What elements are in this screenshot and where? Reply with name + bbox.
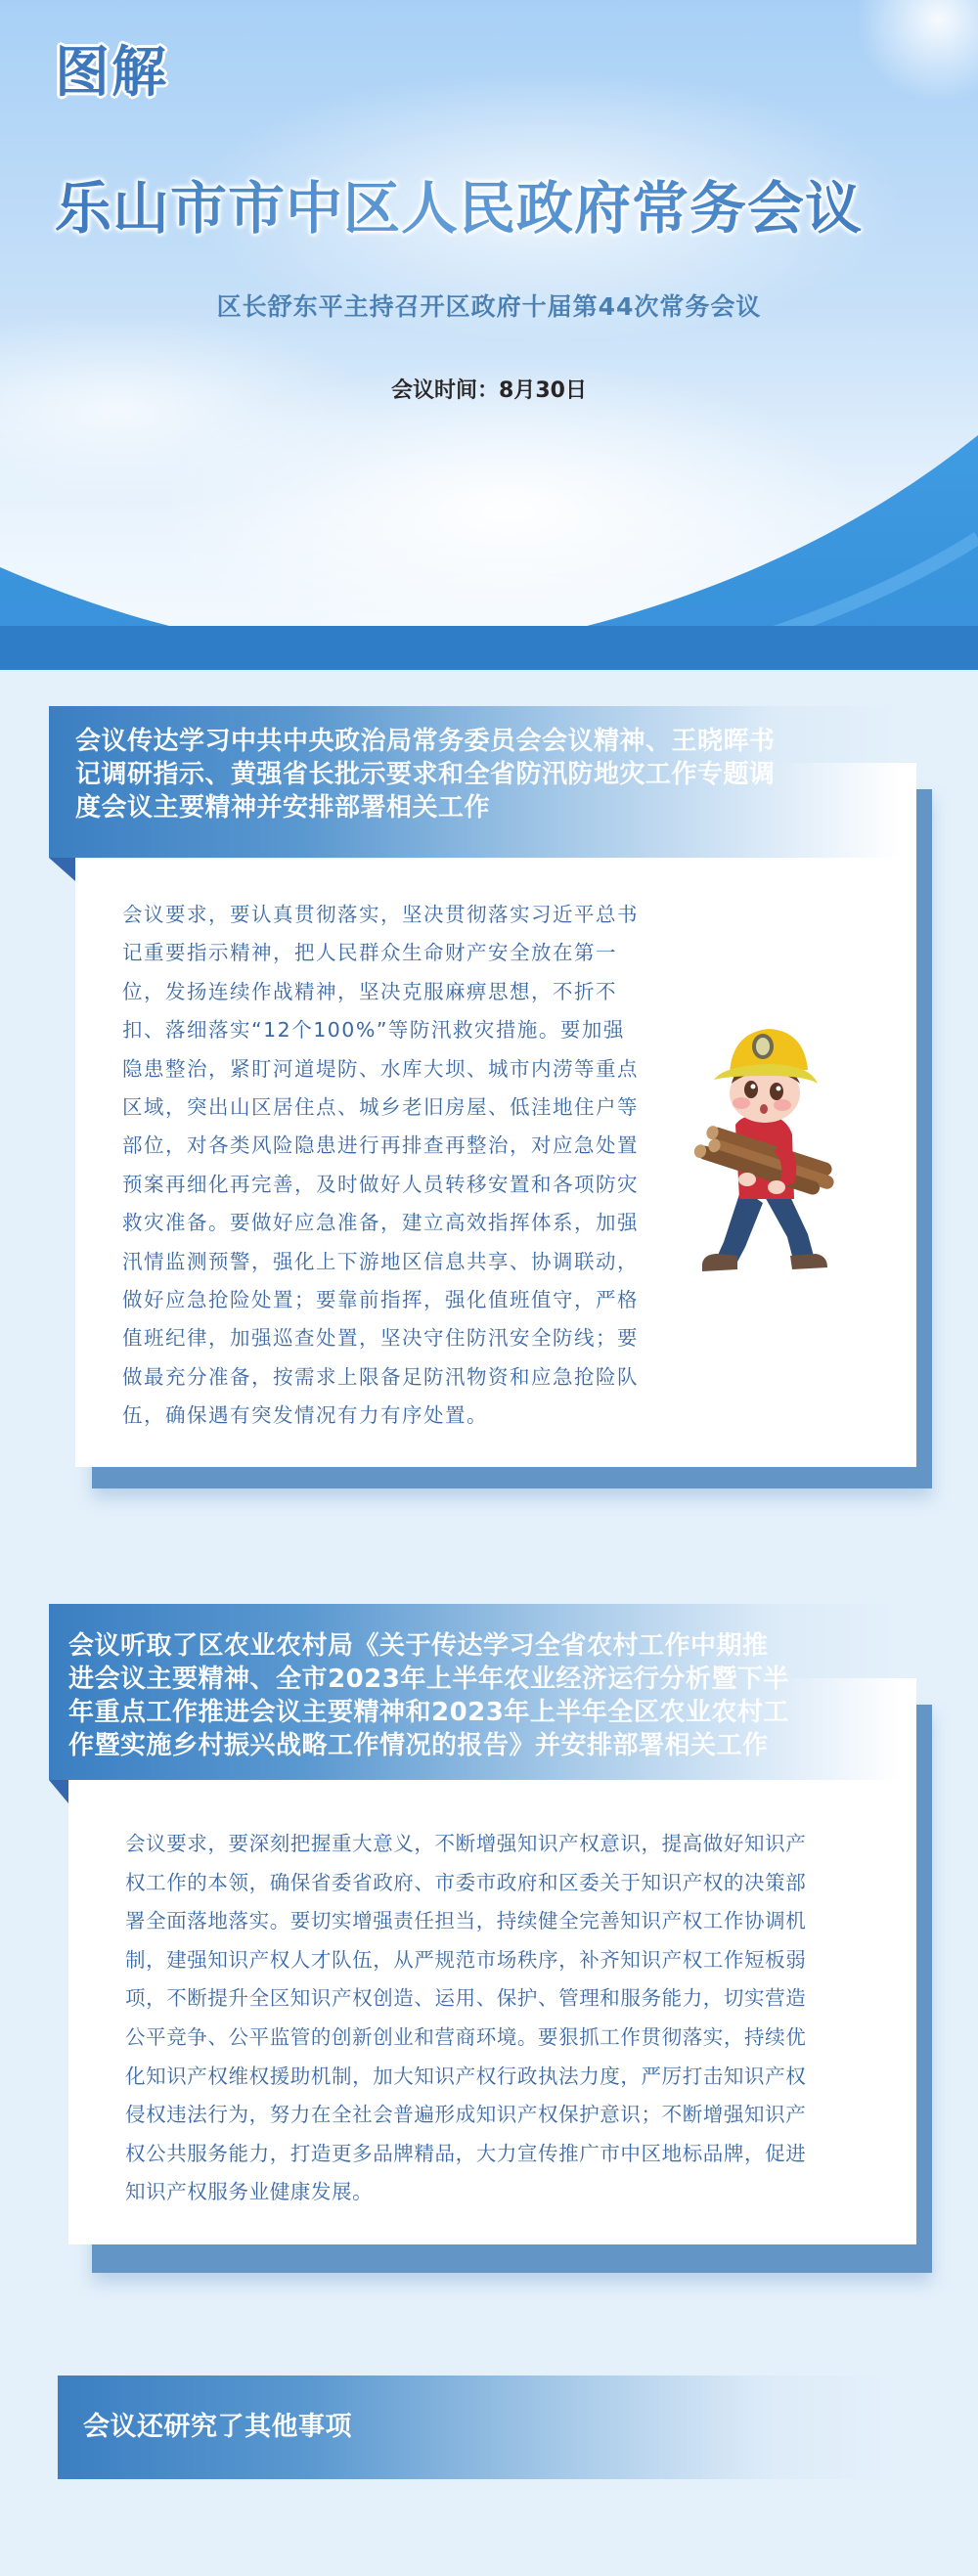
hero-tag: 图解 [55,41,168,105]
section-heading-text: 会议听取了区农业农村局《关于传达学习全省农村工作中期推 进会议主要精神、全市2023年上半年农业经济运行分析暨下半 年重点工作推进会议主要精神和2023年上半年全区农业农村工 作暨实施乡村振兴战略工作情况的报告》并安排部署相关工作 [68,1631,789,1760]
section-body-text: 会议要求，要认真贯彻落实，坚决贯彻落实习近平总书 记重要指示精神，把人民群众生命财产安全放在第一 位，发扬连续作战精神，坚决克服麻痹思想，不折不 扣、落细落实“12个100%”等防汛救灾措施。要加强 隐患整治，紧盯河道堤防、水库大坝、城市内涝等重点 区域，突出山区居住点、城乡老旧房屋、低洼地住户等 部位，对各类风险隐患进行再排查再整治，对应急处置 预案再细化再完善，及时做好人员转移安置和各项防灾 救灾准备。要做好应急准备，建立高效指挥体系，加强 汛情监测预警，强化上下游地区信息共享、协调联动， 做好应急抢险处置；要靠前指挥，强化值班值守，严格 值班纪律，加强巡查处置，坚决守住防汛安全防线；要 做最充分准备，按需求上限备足防汛物资和应急抢险队 伍，确保遇有突发情况有力有序处置。 [122,903,639,1428]
section-heading-text: 会议传达学习中共中央政治局常务委员会会议精神、王晓晖书 记调研指示、黄强省长批示要求和全省防汛防地灾工作专题调 度会议主要精神并安排部署相关工作 [75,727,776,822]
section-heading [58,2376,889,2479]
section-body-text: 会议要求，要深刻把握重大意义，不断增强知识产权意识，提高做好知识产 权工作的本领，确保省委省政府、市委市政府和区委关于知识产权的决策部 署全面落地落实。要切实增强责任担当，持续健全完善知识产权工作协调机 制，建强知识产权人才队伍，从严规范市场秩序，补齐知识产权工作短板弱 项，不断提升全区知识产权创造、运用、保护、管理和服务能力，切实营造 公平竞争、公平监管的创新创业和营商环境。要狠抓工作贯彻落实，持续优 化知识产权维权援助机制，加大知识产权行政执法力度，严厉打击知识产权 侵权违法行为，努力在全社会普遍形成知识产权保护意识；不断增强知识产 权公共服务能力，打造更多品牌精品，大力宣传推广市中区地标品牌，促进 知识产权服务业健康发展。 [125,1832,807,2204]
meeting-date: 会议时间：8月30日 [391,378,587,403]
ribbon-fold [49,1780,68,1803]
page-subtitle: 区长舒东平主持召开区政府十届第44次常务会议 [216,292,762,321]
section-heading [49,1604,900,1780]
worker-illustration-icon [685,1007,851,1291]
hero-banner [0,0,978,670]
page-title: 乐山市市中区人民政府常务会议 [0,162,978,244]
section-heading-text: 会议还研究了其他事项 [83,2412,352,2442]
ribbon-fold [49,858,75,881]
section-heading [49,706,900,858]
